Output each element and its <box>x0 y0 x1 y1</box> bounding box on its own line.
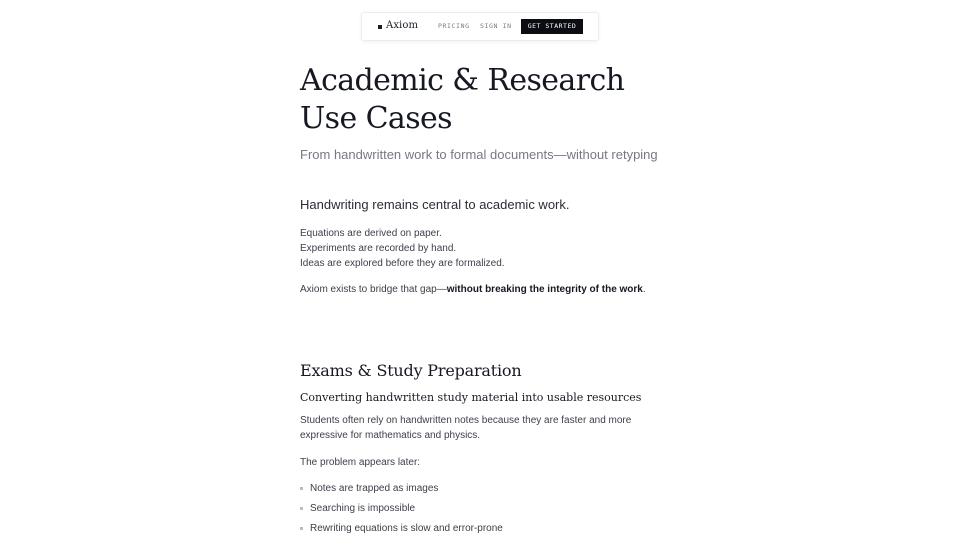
intro-lead: Handwriting remains central to academic work. <box>300 197 570 212</box>
intro-lines <box>300 226 505 271</box>
list-item <box>300 481 503 501</box>
bullet-dot-icon <box>300 507 303 510</box>
list-item-text: Searching is impossible <box>310 503 416 514</box>
section-paragraph: Students often rely on handwritten notes because they are faster and more expressive for mathematics and physics. <box>300 415 632 441</box>
bridge-statement <box>300 282 646 297</box>
nav-link-pricing[interactable]: PRICING <box>438 22 470 30</box>
list-item <box>300 521 503 540</box>
top-nav <box>361 12 599 41</box>
page-subtitle: From handwritten work to formal documents—without retyping <box>300 147 658 162</box>
list-item-text: Rewriting equations is slow and error-prone <box>310 523 503 534</box>
brand-logo[interactable]: Axiom <box>386 20 419 31</box>
section-title: Exams & Study Preparation <box>300 361 522 380</box>
get-started-button[interactable]: GET STARTED <box>521 19 583 34</box>
problem-list <box>300 481 503 540</box>
nav-link-sign-in[interactable]: SIGN IN <box>480 22 512 30</box>
list-item-text: Notes are trapped as images <box>310 483 439 494</box>
intro-line: Ideas are explored before they are formalized. <box>300 258 505 269</box>
bridge-suffix: . <box>642 284 646 295</box>
bullet-dot-icon <box>300 487 303 490</box>
bridge-prefix: Axiom exists to bridge that gap— <box>300 284 447 295</box>
problem-label: The problem appears later: <box>300 457 421 468</box>
bridge-emphasis: without breaking the integrity of the work <box>446 284 643 295</box>
intro-line: Equations are derived on paper. <box>300 228 442 239</box>
list-item <box>300 501 503 521</box>
intro-line: Experiments are recorded by hand. <box>300 243 457 254</box>
section-subtitle: Converting handwritten study material into usable resources <box>300 391 642 404</box>
brand-square-icon <box>378 25 382 29</box>
page-title: Academic & Research Use Cases <box>300 63 625 136</box>
bullet-dot-icon <box>300 527 303 530</box>
